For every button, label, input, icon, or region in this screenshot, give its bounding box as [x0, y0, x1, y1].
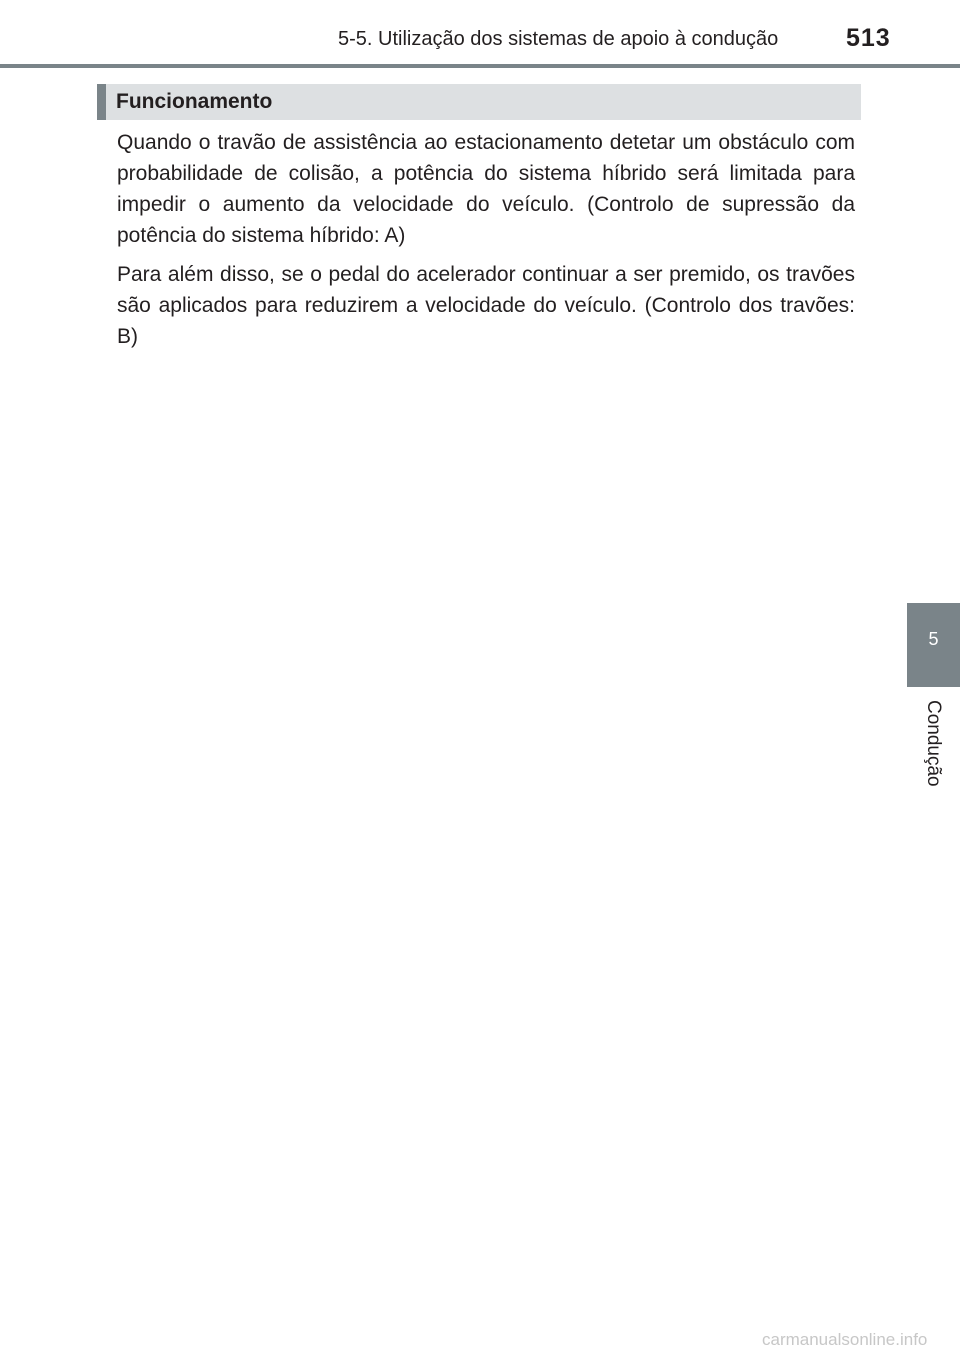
watermark: carmanualsonline.info: [762, 1330, 928, 1349]
chapter-tab-label: Condução: [923, 700, 944, 787]
body-paragraph-1: Quando o travão de assistência ao estacionamento detetar um obstáculo com probabilidade de colisão, a potência do sistema híbrido será limitada para impedir o aumento da velocidade do veículo. (Controlo de supressão da potência do sistema híbrido: A): [117, 131, 855, 247]
header-section-title: 5-5. Utilização dos sistemas de apoio à condução: [338, 28, 779, 50]
section-heading: Funcionamento: [116, 90, 273, 113]
chapter-tab: [907, 603, 960, 687]
chapter-tab-number: 5: [928, 629, 939, 649]
section-heading-accent: [97, 84, 106, 120]
section-heading-bar: [97, 84, 861, 120]
header-divider: [0, 64, 960, 68]
body-paragraph-2: Para além disso, se o pedal do acelerador continuar a ser premido, os travões são aplicados para reduzirem a velocidade do veículo. (Controlo dos travões: B): [117, 263, 855, 348]
page-number: 513: [846, 24, 891, 52]
